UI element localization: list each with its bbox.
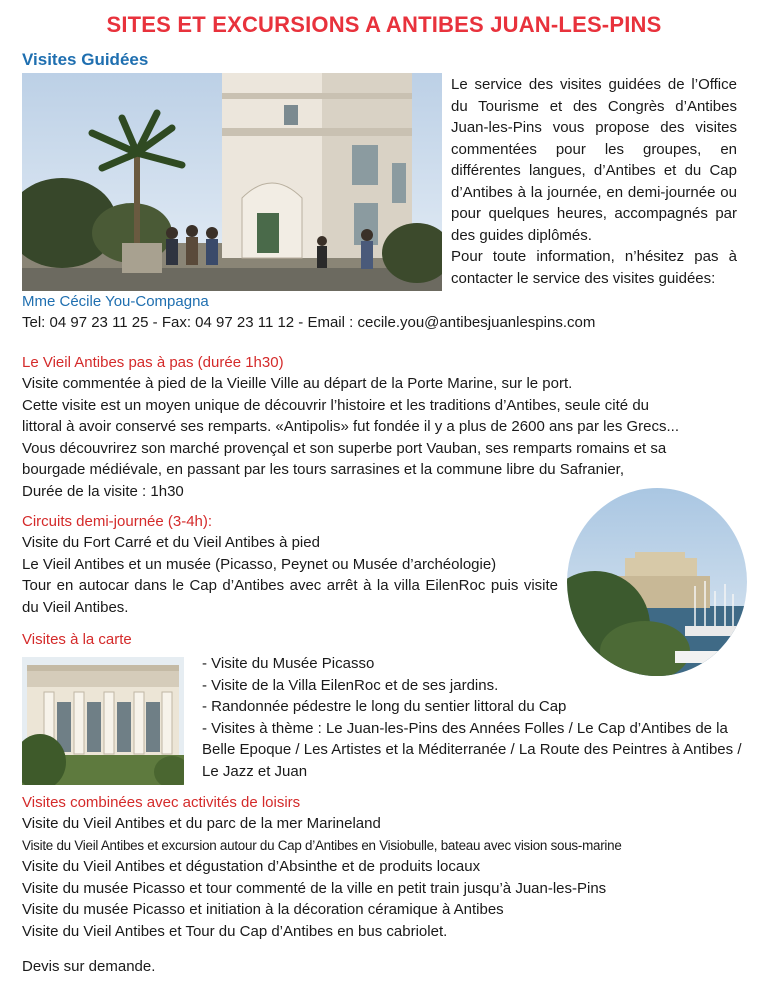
list-item: - Visites à thème : Le Juan-les-Pins des Années Folles / Le Cap d’Antibes de la Belle Epoque / Les Artistes et la Méditerranée / La Route des Peintres à Antibes / Le Jazz et Juan [202, 719, 742, 780]
text-line: littoral à avoir conservé ses remparts. «Antipolis» fut fondée il y a plus de 2600 ans par les Grecs... [22, 418, 679, 435]
text-line: Vous découvrirez son marché provençal et son superbe port Vauban, ses remparts romains et sa [22, 439, 667, 457]
text-line: Visite du Fort Carré et du Vieil Antibes à pied [22, 534, 320, 551]
photo-villa-visite-guidee [22, 73, 442, 291]
contact-name: Mme Cécile You-Compagna [22, 293, 209, 310]
list-item: - Visite du Musée Picasso [202, 655, 375, 672]
text-line: Tour en autocar dans le Cap d’Antibes avec arrêt à la villa EilenRoc puis visite du Vieil Antibes. [22, 577, 558, 616]
section-heading-vieil-antibes: Le Vieil Antibes pas à pas (durée 1h30) [22, 354, 284, 371]
list-item: - Randonnée pédestre le long du sentier littoral du Cap [202, 698, 567, 715]
text-line: Visite commentée à pied de la Vieille Ville au départ de la Porte Marine, sur le port. [22, 375, 573, 392]
list-item: Visite du Vieil Antibes et du parc de la mer Marineland [22, 815, 381, 832]
contact-paragraph: Pour toute information, n’hésitez pas à contacter le service des visites guidées: [451, 248, 737, 287]
text-line: Le Vieil Antibes et un musée (Picasso, Peynet ou Musée d’archéologie) [22, 555, 497, 573]
list-item: Visite du Vieil Antibes et excursion autour du Cap d’Antibes en Visiobulle, bateau avec vision sous-marine [22, 837, 622, 853]
page-title: SITES ET EXCURSIONS A ANTIBES JUAN-LES-PINS [106, 12, 662, 37]
visites-carte-list [202, 653, 742, 782]
list-item: Visite du musée Picasso et tour commenté de la ville en petit train jusqu’à Juan-les-Pins [22, 879, 607, 897]
visites-combinees-list [22, 813, 742, 942]
section-heading-visites-carte: Visites à la carte [22, 631, 132, 648]
list-item: Visite du musée Picasso et initiation à la décoration céramique à Antibes [22, 901, 504, 918]
intro-paragraph: Le service des visites guidées de l’Office du Tourisme et des Congrès d’Antibes Juan-les-Pins vous propose des visites commentées pour les groupes, en différentes langues, d’Antibes et du Cap d’Antibes à la journée, en demi-journée ou pour quelques heures, accompagnés par des guides diplômés. [451, 76, 737, 244]
circuits-list [22, 532, 562, 618]
section-heading-visites-guidees: Visites Guidées [22, 50, 149, 69]
list-item: - Visite de la Villa EilenRoc et de ses jardins. [202, 676, 499, 694]
list-item: Visite du Vieil Antibes et dégustation d’Absinthe et de produits locaux [22, 858, 481, 875]
vieil-antibes-description [22, 373, 742, 502]
section-heading-circuits: Circuits demi-journée (3-4h): [22, 513, 213, 530]
list-item: Visite du Vieil Antibes et Tour du Cap d’Antibes en bus cabriolet. [22, 922, 448, 940]
footer-devis: Devis sur demande. [22, 958, 156, 975]
text-line: Durée de la visite : 1h30 [22, 482, 184, 500]
text-line: Cette visite est un moyen unique de découvrir l’histoire et les traditions d’Antibes, seule cité du [22, 396, 650, 414]
photo-fort-carre [565, 486, 749, 678]
contact-details: Tel: 04 97 23 11 25 - Fax: 04 97 23 11 12 - Email : cecile.you@antibesjuanlespins.com [22, 314, 596, 331]
section-heading-visites-combinees: Visites combinées avec activités de loisirs [22, 794, 301, 811]
text-line: bourgade médiévale, en passant par les tours sarrasines et la commune libre du Safranier, [22, 461, 624, 478]
photo-villa-eilenroc [22, 657, 184, 785]
